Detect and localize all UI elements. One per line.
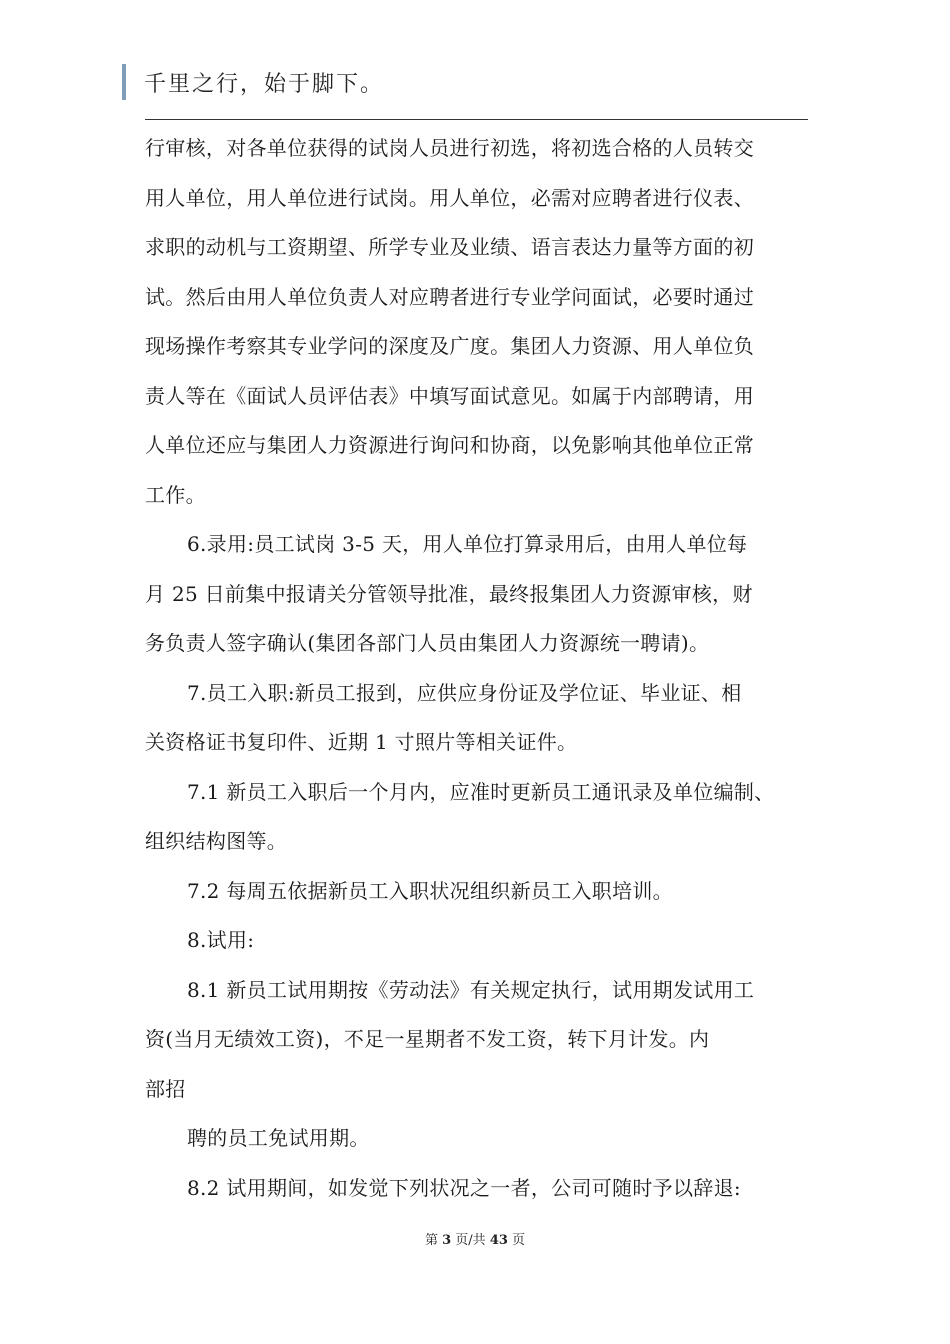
- current-page-number: 3: [442, 1233, 452, 1248]
- page-header: [122, 62, 384, 102]
- page-footer: [0, 1229, 950, 1248]
- text-line: 7.2 每周五依据新员工入职状况组织新员工入职培训。: [187, 878, 673, 903]
- header-divider: [145, 119, 808, 120]
- footer-middle: 页/共: [455, 1233, 486, 1248]
- text-line: 关资格证书复印件、近期 1 寸照片等相关证件。: [145, 730, 578, 754]
- header-accent-bar: [122, 64, 126, 100]
- text-line: 8.1 新员工试用期按《劳动法》有关规定执行，试用期发试用工: [187, 977, 755, 1002]
- text-line: 务负责人签字确认(集团各部门人员由集团人力资源统一聘请)。: [145, 631, 710, 655]
- text-line: 工作。: [145, 482, 206, 507]
- text-line: 聘的员工免试用期。: [187, 1126, 370, 1150]
- footer-suffix: 页: [512, 1233, 526, 1248]
- header-motto: 千里之行，始于脚下。: [144, 71, 385, 97]
- text-line: 用人单位，用人单位进行试岗。用人单位，必需对应聘者进行仪表、: [145, 185, 754, 210]
- total-pages-number: 43: [489, 1233, 508, 1248]
- text-line: 求职的动机与工资期望、所学专业及业绩、语言表达力量等方面的初: [145, 235, 754, 259]
- text-line: 人单位还应与集团人力资源进行询问和协商，以免影响其他单位正常: [145, 433, 754, 457]
- text-line: 资(当月无绩效工资)，不足一星期者不发工资，转下月计发。内: [145, 1027, 710, 1051]
- text-line: 8.试用:: [187, 928, 255, 952]
- text-line: 责人等在《面试人员评估表》中填写面试意见。如属于内部聘请，用: [145, 383, 754, 408]
- text-line: 6.录用:员工试岗 3-5 天，用人单位打算录用后，由用人单位每: [187, 532, 748, 556]
- text-line: 7.1 新员工入职后一个月内，应准时更新员工通讯录及单位编制、: [187, 779, 775, 804]
- text-line: 组织结构图等。: [145, 829, 288, 853]
- text-line: 行审核，对各单位获得的试岗人员进行初选，将初选合格的人员转交: [145, 136, 754, 160]
- text-line: 现场操作考察其专业学问的深度及广度。集团人力资源、用人单位负: [145, 334, 754, 358]
- text-line: 7.员工入职:新员工报到，应供应身份证及学位证、毕业证、相: [187, 680, 742, 705]
- document-body: [145, 124, 815, 1213]
- text-line: 部招: [145, 1076, 186, 1101]
- text-line: 试。然后由用人单位负责人对应聘者进行专业学问面试，必要时通过: [145, 284, 754, 309]
- text-line: 8.2 试用期间，如发觉下列状况之一者，公司可随时予以辞退:: [187, 1175, 741, 1200]
- footer-prefix: 第: [424, 1233, 438, 1248]
- text-line: 月 25 日前集中报请关分管领导批准，最终报集团人力资源审核，财: [145, 581, 753, 606]
